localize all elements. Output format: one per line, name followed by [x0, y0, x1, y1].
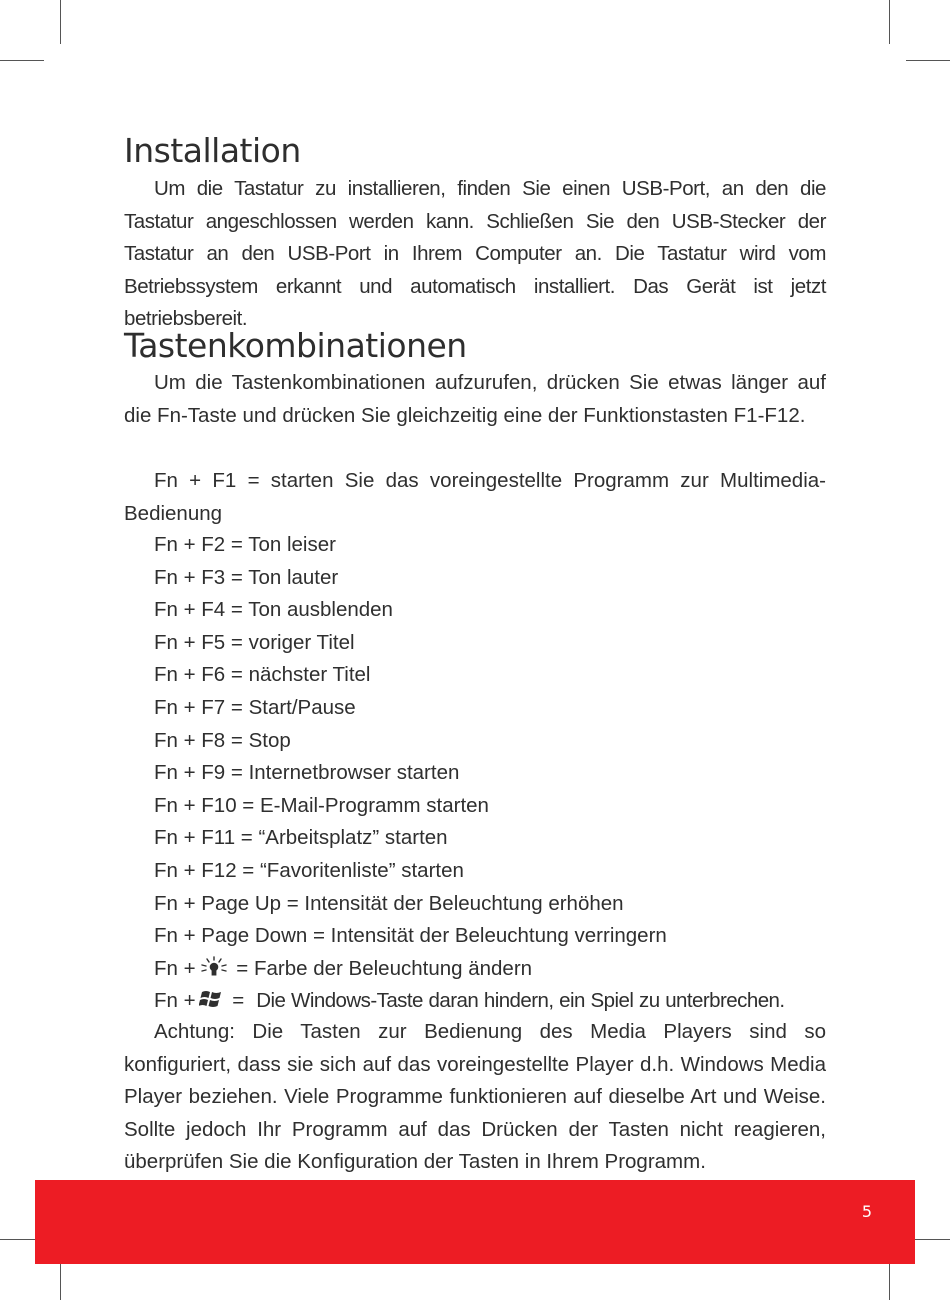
shortcut-item: Fn + F4 = Ton ausblenden — [154, 598, 393, 622]
shortcut-f1: Fn + F1 = starten Sie das voreingestellte Programm zur Multimedia-Bedienung — [124, 469, 826, 525]
light-bulb-icon — [199, 956, 229, 989]
crop-mark — [60, 0, 61, 44]
shortcut-item: Fn + F5 = voriger Titel — [154, 630, 355, 654]
shortcuts-intro: Um die Tastenkombinationen aufzurufen, drücken Sie etwas länger auf die Fn-Taste und drücken Sie gleichzeitig eine der Funktionstasten F1-F12. — [124, 371, 826, 427]
shortcut-item: Fn + Page Up = Intensität der Beleuchtung erhöhen — [154, 891, 624, 915]
shortcuts-heading: Tastenkombinationen — [124, 326, 467, 365]
shortcut-item: Fn + F6 = nächster Titel — [154, 663, 371, 687]
windows-eq: = — [232, 989, 245, 1013]
shortcut-item-light — [154, 953, 785, 986]
shortcut-item: Fn + F9 = Internetbrowser starten — [154, 761, 460, 785]
shortcut-item: Fn + F12 = “Favoritenliste” starten — [154, 858, 464, 882]
shortcut-item: Fn + F2 = Ton leiser — [154, 533, 336, 556]
shortcut-item: Fn + F3 = Ton lauter — [154, 565, 339, 589]
installation-heading: Installation — [124, 131, 301, 170]
page-number: 5 — [861, 1202, 872, 1221]
crop-mark — [906, 60, 950, 61]
light-shortcut-text: = Farbe der Beleuchtung ändern — [236, 956, 533, 980]
shortcut-item: Fn + F10 = E-Mail-Programm starten — [154, 793, 489, 817]
shortcut-item: Fn + F7 = Start/Pause — [154, 695, 356, 719]
shortcut-item-windows — [154, 985, 785, 1018]
shortcut-item: Fn + Page Down = Intensität der Beleuchtung verringern — [154, 924, 667, 948]
crop-mark — [889, 0, 890, 44]
installation-text: Um die Tastatur zu installieren, finden Sie einen USB-Port, an den die Tastatur angeschlossen werden kann. Schließen Sie den USB-Stecker der Tastatur an den USB-Port in Ihrem Computer an. Die Tastatur wird vom Betriebssystem erkannt und automatisch installiert. Das Gerät ist jetzt betriebsbereit. — [124, 177, 826, 330]
fn-prefix: Fn + — [154, 956, 196, 980]
shortcut-item: Fn + F8 = Stop — [154, 728, 291, 752]
media-note: Achtung: Die Tasten zur Bedienung des Media Players sind so konfiguriert, dass sie sich auf das voreingestellte Player d.h. Windows Media Player beziehen. Viele Programme funktionieren auf dieselbe Art und Weise. Sollte jedoch Ihr Programm auf das Drücken der Tasten nicht reagieren, überprüfen Sie die Konfiguration der Tasten in Ihrem Programm. — [124, 1020, 826, 1173]
windows-shortcut-text: Die Windows-Taste daran hindern, ein Spiel zu unterbrechen. — [256, 989, 785, 1013]
fn-prefix: Fn + — [154, 989, 196, 1013]
crop-mark — [0, 60, 44, 61]
footer-bar — [35, 1180, 915, 1264]
shortcut-item: Fn + F11 = “Arbeitsplatz” starten — [154, 826, 448, 850]
shortcut-list — [154, 529, 785, 1018]
